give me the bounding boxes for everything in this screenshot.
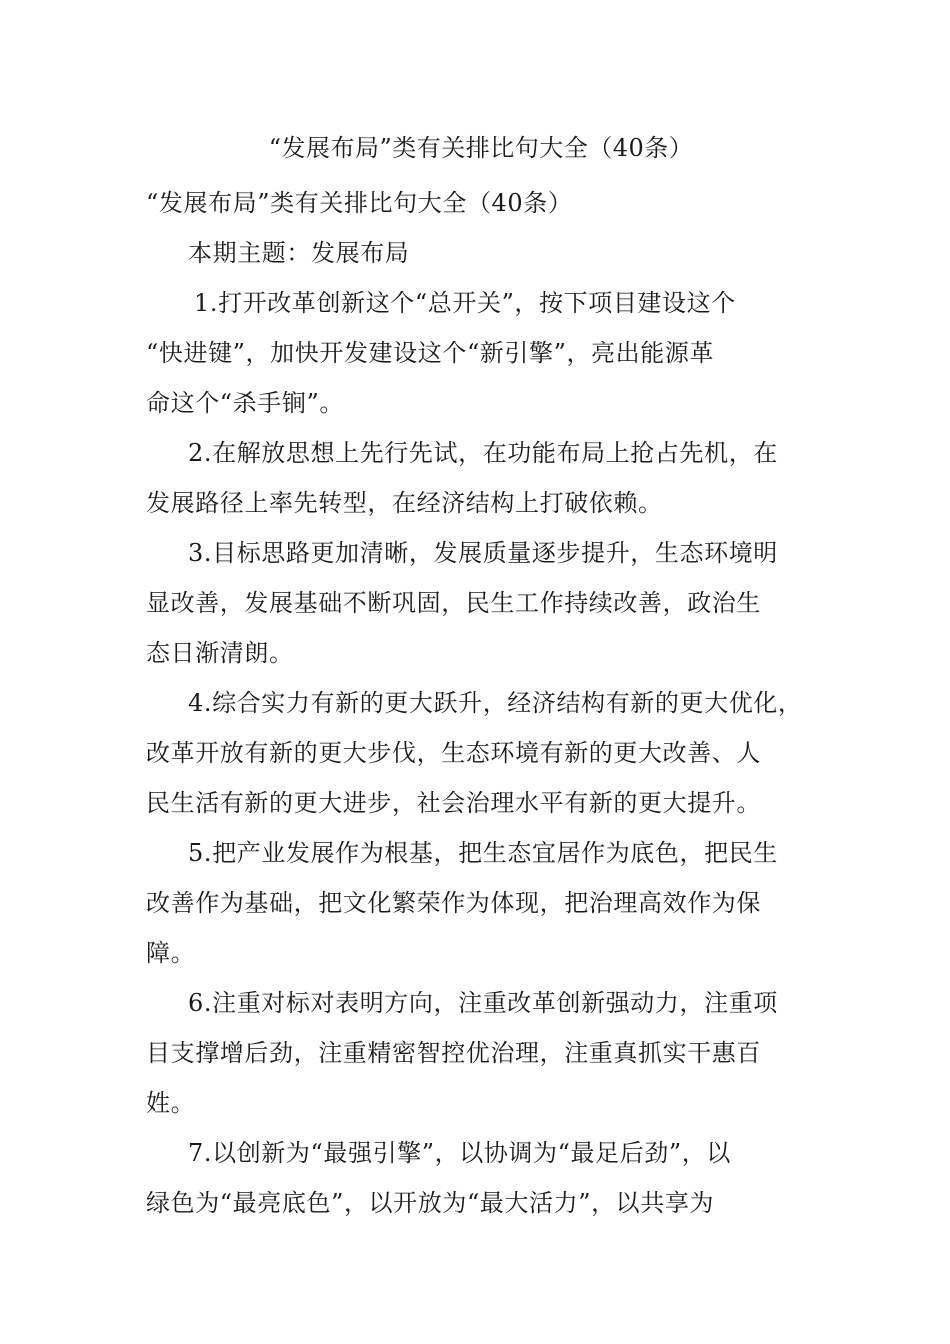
paragraph-line: 态日渐清朗。 <box>146 639 294 667</box>
document-body <box>146 178 812 1228</box>
paragraph-line: 7.以创新为“最强引擎”，以协调为“最足后劲”，以 <box>188 1139 731 1167</box>
paragraph-line: 显改善，发展基础不断巩固，民生工作持续改善，政治生 <box>146 589 761 617</box>
paragraph-line: 民生活有新的更大进步，社会治理水平有新的更大提升。 <box>146 789 761 817</box>
paragraph-line: 绿色为“最亮底色”，以开放为“最大活力”，以共享为 <box>146 1189 715 1217</box>
document-title: “发展布局”类有关排比句大全（40条） <box>268 134 694 162</box>
paragraph-line: 目支撑增后劲，注重精密智控优治理，注重真抓实干惠百 <box>146 1039 761 1067</box>
paragraph-line: 姓。 <box>146 1089 196 1117</box>
paragraph-line: 5.把产业发展作为根基，把生态宜居作为底色，把民生 <box>188 839 778 867</box>
paragraph-line: 2.在解放思想上先行先试，在功能布局上抢占先机，在 <box>188 439 778 467</box>
paragraph-line: 发展路径上率先转型，在经济结构上打破依赖。 <box>146 489 663 517</box>
paragraph-line: 改善作为基础，把文化繁荣作为体现，把治理高效作为保 <box>146 889 761 917</box>
topic-line: 本期主题：发展布局 <box>188 239 410 267</box>
paragraph-line: 命这个“杀手锏”。 <box>146 389 344 417</box>
paragraph-line: 障。 <box>146 939 196 967</box>
paragraph-line: 4.综合实力有新的更大跃升，经济结构有新的更大优化， <box>188 689 803 717</box>
paragraph-line: 6.注重对标对表明方向，注重改革创新强动力，注重项 <box>188 989 778 1017</box>
paragraph-line: 1.打开改革创新这个“总开关”，按下项目建设这个 <box>194 289 736 317</box>
paragraph-line: “快进键”，加快开发建设这个“新引擎”，亮出能源革 <box>146 339 715 367</box>
paragraph-line: 3.目标思路更加清晰，发展质量逐步提升，生态环境明 <box>188 539 778 567</box>
subtitle-line: “发展布局”类有关排比句大全（40条） <box>146 189 573 217</box>
paragraph-line: 改革开放有新的更大步伐，生态环境有新的更大改善、人 <box>146 739 761 767</box>
